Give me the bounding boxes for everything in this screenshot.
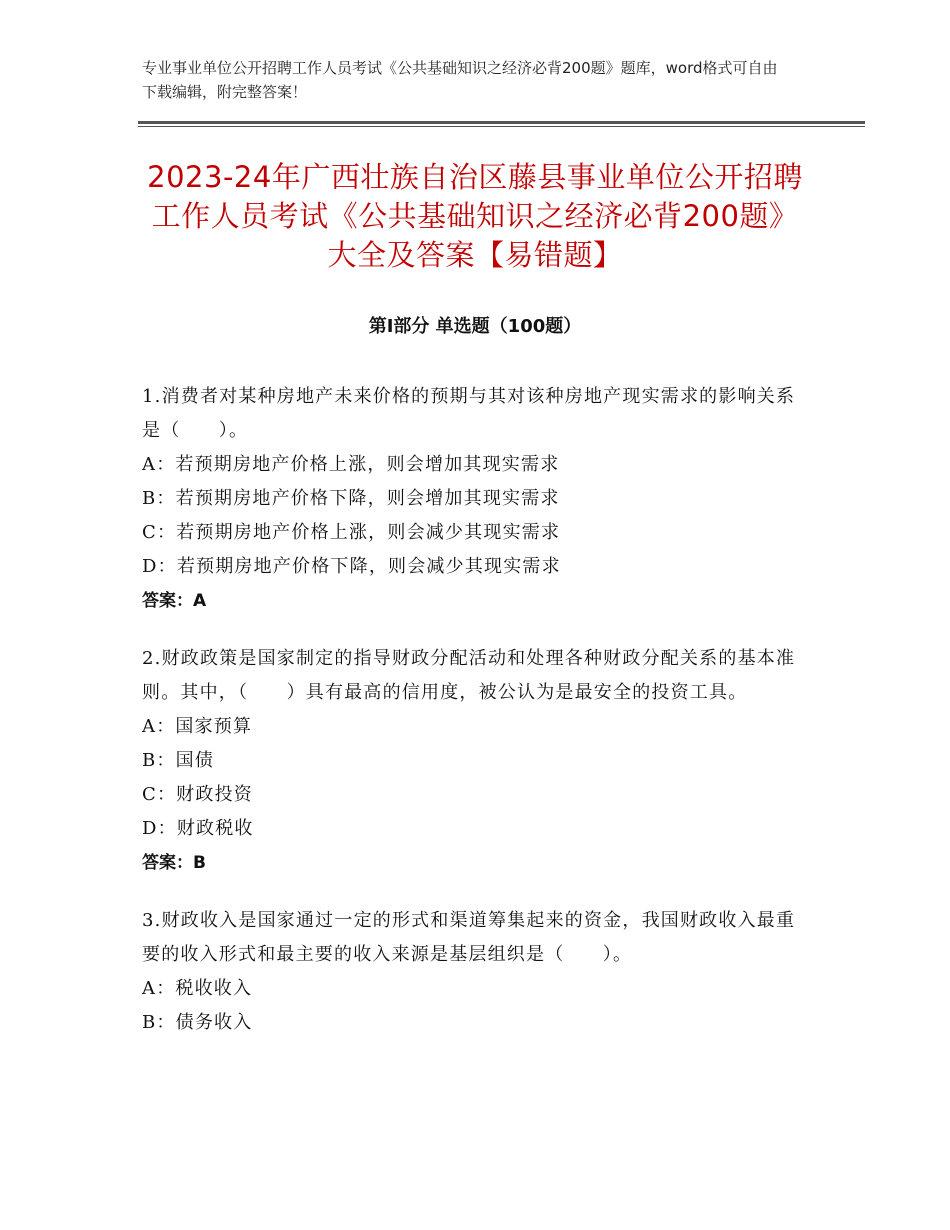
question-stem: 3.财政收入是国家通过一定的形式和渠道筹集起来的资金，我国财政收入最重要的收入形式和最主要的收入来源是基层组织是（ ）。 <box>142 910 796 965</box>
question-stem: 2.财政政策是国家制定的指导财政分配活动和处理各种财政分配关系的基本准则。其中，（ ）具有最高的信用度，被公认为是最安全的投资工具。 <box>142 648 796 703</box>
option-c: C：若预期房地产价格上涨，则会减少其现实需求 <box>142 522 561 543</box>
header-rule-thin <box>138 126 865 127</box>
question-1 <box>142 380 802 618</box>
option-a: A：税收收入 <box>142 978 253 999</box>
question-stem: 1.消费者对某种房地产未来价格的预期与其对该种房地产现实需求的影响关系是（ ）。 <box>142 386 796 441</box>
option-a: A：若预期房地产价格上涨，则会增加其现实需求 <box>142 454 560 475</box>
answer: 答案：A <box>142 591 207 611</box>
answer: 答案：B <box>142 853 206 873</box>
document-title: 2023-24年广西壮族自治区藤县事业单位公开招聘工作人员考试《公共基础知识之经济必背200题》大全及答案【易错题】 <box>147 160 803 272</box>
section-title: 第Ⅰ部分 单选题（100题） <box>368 316 582 337</box>
option-c: C：财政投资 <box>142 784 253 805</box>
option-b: B：若预期房地产价格下降，则会增加其现实需求 <box>142 488 560 509</box>
option-a: A：国家预算 <box>142 716 253 737</box>
question-2 <box>142 642 802 880</box>
option-b: B：国债 <box>142 750 215 771</box>
header-rule-thick <box>138 121 865 124</box>
question-3 <box>142 904 802 1040</box>
option-d: D：若预期房地产价格下降，则会减少其现实需求 <box>142 556 561 577</box>
question-list <box>142 380 802 1064</box>
option-b: B：债务收入 <box>142 1012 253 1033</box>
option-d: D：财政税收 <box>142 818 254 839</box>
header-note: 专业事业单位公开招聘工作人员考试《公共基础知识之经济必背200题》题库，word格式可自由下载编辑，附完整答案！ <box>142 59 778 101</box>
